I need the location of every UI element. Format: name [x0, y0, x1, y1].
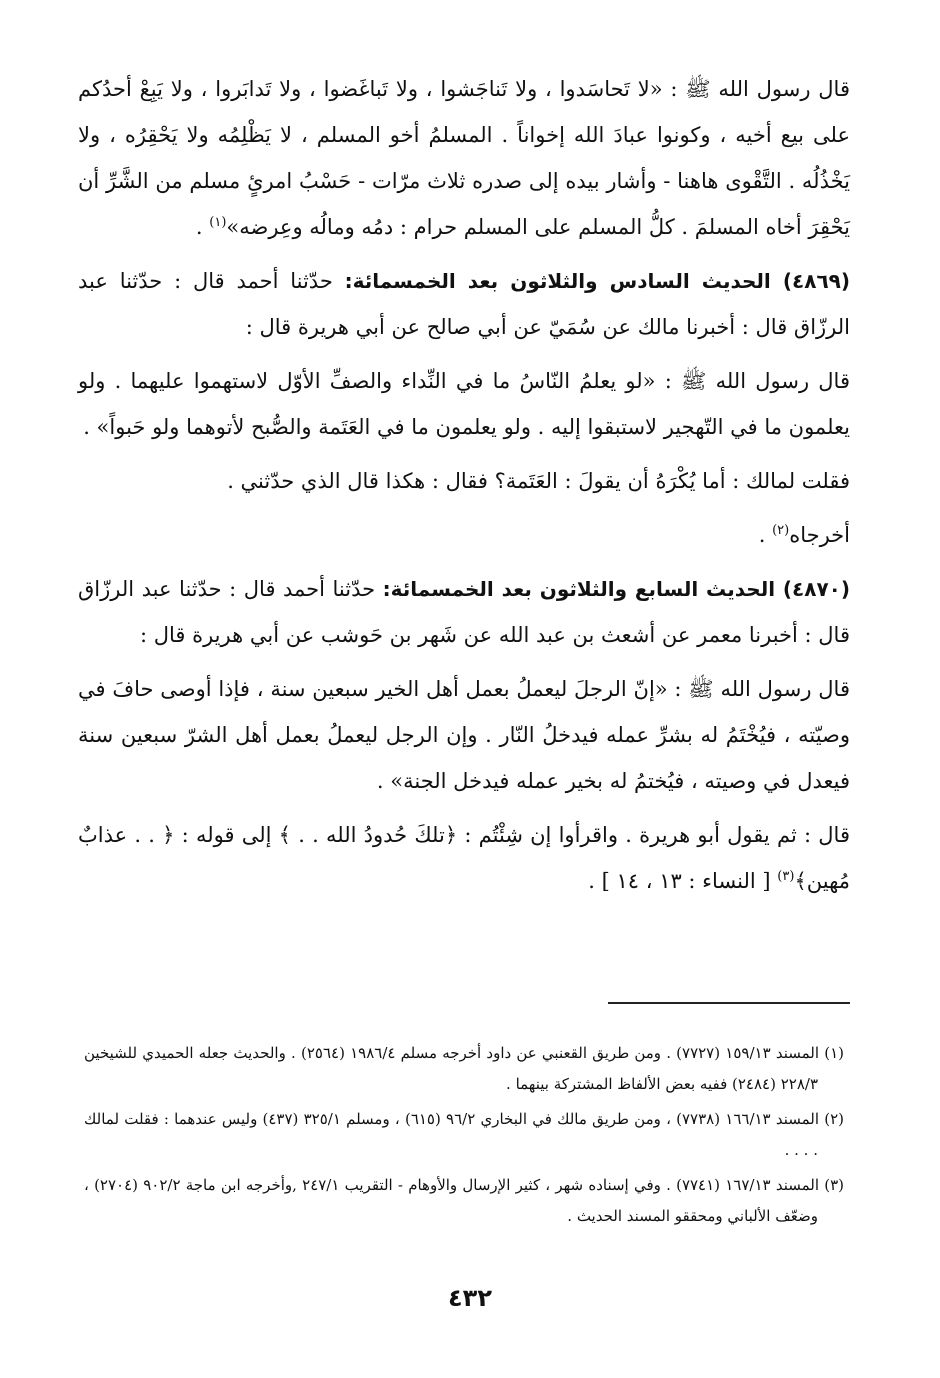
footnotes — [84, 1038, 844, 1236]
footnote-3: (٣) المسند ١٦٧/١٣ (٧٧٤١) . وفي إسناده شهر ، كثير الإرسال والأوهام - التقريب ٢٤٧/١ ,وأخرجه ابن ماجة ٩٠٢/٢ (٢٧٠٤) ، وضعّف الألباني ومحققو المسند الحديث . — [84, 1176, 845, 1225]
footnote-ref-3: (٣) — [777, 869, 795, 884]
footnote-2: (٢) المسند ١٦٦/١٣ (٧٧٣٨) ، ومن طريق مالك في البخاري ٩٦/٢ (٦١٥) ، ومسلم ٣٢٥/١ (٤٣٧) وليس عندهما : فقلت لمالك . . . . — [84, 1110, 844, 1159]
takhrij-end: . — [758, 523, 773, 547]
quran-reference: [ النساء : ١٣ ، ١٤ ] . — [588, 869, 778, 893]
hadith-4869-takhrij — [78, 512, 850, 558]
main-text — [78, 66, 850, 912]
hadith-4870-title: (٤٨٧٠) الحديث السابع والثلاثون بعد الخمسمائة: — [382, 577, 851, 601]
hadith-4870-text: قال رسول الله ﷺ : «إنّ الرجلَ ليعملُ بعمل أهل الخير سبعين سنة ، فإذا أوصى حافَ في وصيّته ، فيُخْتَمُ له بشرِّ عمله فيدخلُ النّار . وإن الرجل ليعملُ بعمل أهل الشرّ سبعين سنة فيعدل في وصيته ، فيُختمُ له بخير عمله فيدخل الجنة» . — [78, 677, 850, 793]
hadith-4870-quran — [78, 812, 850, 904]
takhrij-text: أخرجاه — [789, 523, 850, 547]
hadith-4868-body: قال رسول الله ﷺ : «لا تَحاسَدوا ، ولا تَناجَشوا ، ولا تَباغَضوا ، ولا تَدابَروا ، ولا يَبِعْ أحدُكم على بيع أخيه ، وكونوا عبادَ الله إخواناً . المسلمُ أخو المسلم ، لا يَظْلِمُه ولا يَحْقِرُه ، ولا يَخْذُلُه . التَّقْوى هاهنا - وأشار بيده إلى صدره ثلاث مرّات - حَسْبُ امرئٍ مسلم من الشَّرِّ أن يَحْقِرَ أخاه المسلمَ . كلُّ المسلم على المسلم حرام : دمُه ومالُه وعِرضه» — [78, 77, 850, 239]
quran-quote: قال : ثم يقول أبو هريرة . واقرأوا إن شِئْتُم : ﴿تلكَ حُدودُ الله . . ﴾ إلى قوله : ﴿ . . عذابٌ مُهين﴾ — [78, 823, 850, 893]
footnote-ref-2: (٢) — [772, 523, 790, 538]
hadith-4869-text: قال رسول الله ﷺ : «لو يعلمُ النّاسُ ما في النِّداء والصفِّ الأوّل لاستهموا عليهما . ولو يعلمون ما في التّهجير لاستبقوا إليه . ولو يعلمون ما في العَتَمة والصُّبح لأتوهما ولو حَبواً» . — [78, 369, 850, 439]
hadith-4868-end: . — [195, 215, 210, 239]
footnote-divider — [608, 1002, 850, 1004]
hadith-4870-isnad: حدّثنا أحمد قال : حدّثنا عبد الرزّاق قال : أخبرنا معمر عن أشعث بن عبد الله عن شَهر بن حَوشب عن أبي هريرة قال : — [78, 577, 850, 647]
footnote-ref-1: (١) — [209, 215, 227, 230]
hadith-4870-heading — [78, 566, 850, 658]
hadith-4869-title: (٤٨٦٩) الحديث السادس والثلاثون بعد الخمسمائة: — [344, 269, 850, 293]
hadith-4869-isnad: حدّثنا أحمد قال : حدّثنا عبد الرزّاق قال : أخبرنا مالك عن سُمَيّ عن أبي صالح عن أبي هريرة قال : — [78, 269, 850, 339]
page-number: ٤٣٢ — [448, 1284, 492, 1312]
hadith-4868-text — [78, 66, 850, 250]
hadith-4869-heading — [78, 258, 850, 350]
footnote-1: (١) المسند ١٥٩/١٣ (٧٧٢٧) . ومن طريق القعنبي عن داود أخرجه مسلم ١٩٨٦/٤ (٢٥٦٤) . والحديث جعله الحميدي للشيخين ٢٢٨/٣ (٢٤٨٤) ففيه بعض الألفاظ المشتركة بينهما . — [84, 1044, 844, 1093]
hadith-4869-question: فقلت لمالك : أما يُكْرَهُ أن يقولَ : العَتَمة؟ فقال : هكذا قال الذي حدّثني . — [227, 469, 850, 493]
